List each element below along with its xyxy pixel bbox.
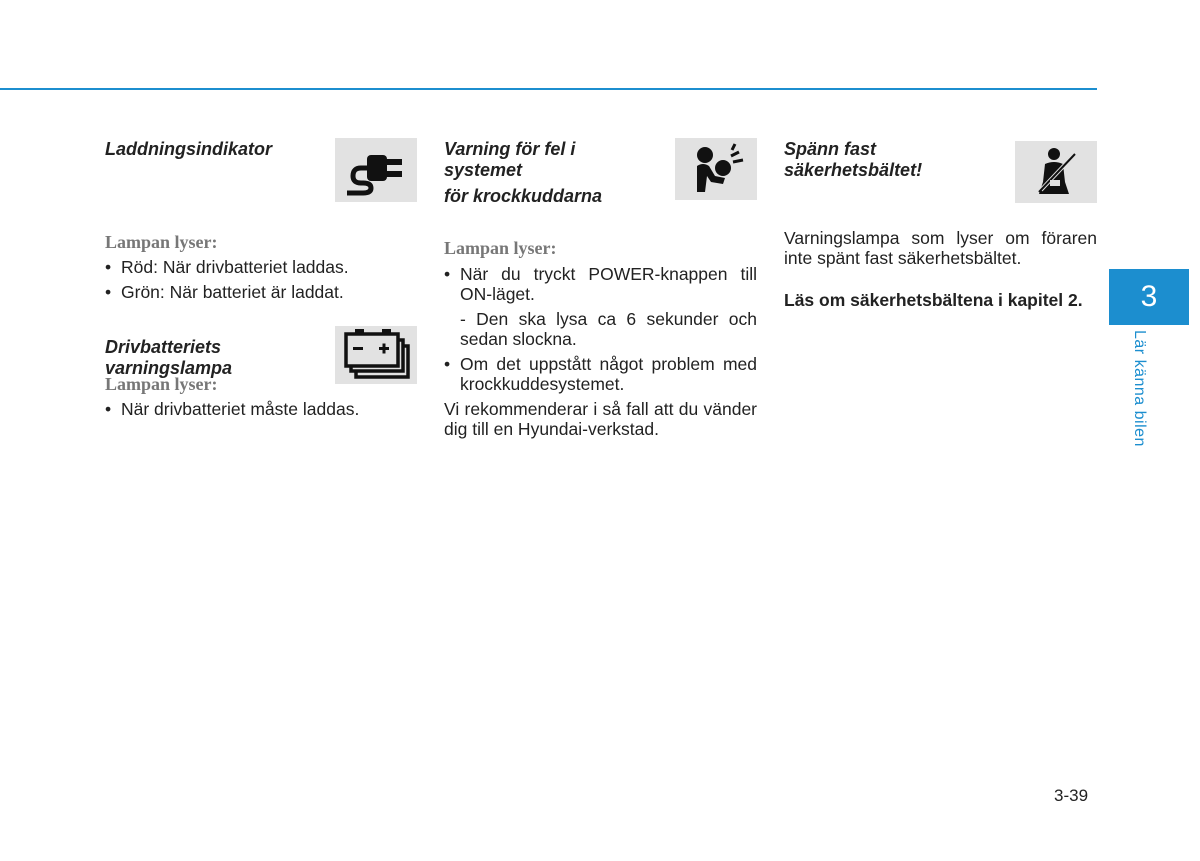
chapter-tab: 3	[1109, 269, 1189, 325]
battery-list	[105, 399, 417, 419]
section-heading: Laddningsindikator	[105, 139, 273, 159]
charging-plug-icon	[335, 138, 417, 202]
section-charging-indicator	[105, 138, 417, 302]
chapter-title: Lär känna bilen	[1131, 330, 1148, 447]
charging-list	[105, 257, 417, 302]
column-1	[105, 138, 417, 424]
page-number: 3-39	[1054, 786, 1089, 805]
list-item: • Röd: När drivbatteriet laddas.	[105, 257, 417, 277]
header-rule	[0, 88, 1097, 90]
section-heading	[444, 138, 629, 207]
airbag-list-2	[444, 354, 757, 394]
drive-battery-icon	[335, 326, 417, 384]
lead-text: Lampan lyser:	[105, 374, 218, 394]
column-3	[784, 138, 1097, 310]
seatbelt-reference: Läs om säkerhetsbältena i kapitel 2.	[784, 290, 1083, 310]
list-item: • Om det uppstått något problem med krockkuddesystemet.	[444, 354, 757, 394]
airbag-warning-icon	[675, 138, 757, 200]
lead-text: Lampan lyser:	[105, 232, 218, 252]
list-item: • Grön: När batteriet är laddat.	[105, 282, 417, 302]
section-heading: Drivbatteriets varningslampa	[105, 337, 233, 378]
section-battery-warning	[105, 326, 417, 419]
sub-item: - Den ska lysa ca 6 sekunder och sedan slockna.	[460, 309, 757, 349]
seatbelt-warning-icon	[1015, 141, 1097, 203]
column-2	[444, 138, 757, 439]
heading-line: för krockkuddarna	[444, 186, 603, 206]
recommendation-text: Vi rekommenderar i så fall att du vänder dig till en Hyundai-verkstad.	[444, 399, 757, 439]
seatbelt-description: Varningslampa som lyser om föraren inte spänt fast säkerhetsbältet.	[784, 228, 1097, 268]
list-item: • När du tryckt POWER-knappen till ON-läget.	[444, 264, 757, 304]
list-item: • När drivbatteriet måste laddas.	[105, 399, 417, 419]
section-heading: Spänn fast säkerhetsbältet!	[784, 139, 923, 180]
lead-text: Lampan lyser:	[444, 238, 557, 258]
heading-line: Varning för fel i systemet	[444, 139, 576, 180]
airbag-list	[444, 264, 757, 304]
